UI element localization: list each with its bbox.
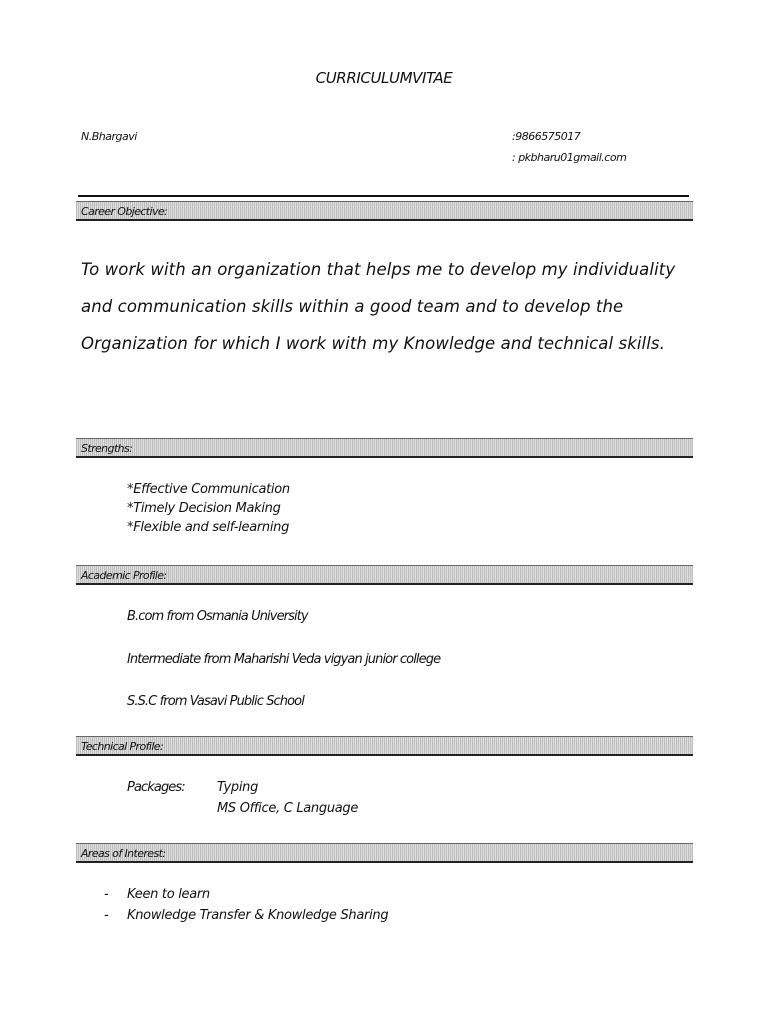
packages-label: Packages: (127, 780, 185, 795)
career-objective-heading: Career Objective: (81, 205, 168, 218)
phone-number: :9866575017 (512, 130, 581, 143)
email-address: : pkbharu01gmail.com (512, 151, 627, 164)
document-title: CURRICULUMVITAE (315, 69, 453, 87)
header-divider (78, 195, 689, 197)
career-objective-header (76, 201, 693, 221)
interest-item: Keen to learn (127, 887, 210, 902)
academic-item: Intermediate from Maharishi Veda vigyan junior college (127, 652, 441, 667)
areas-of-interest-header (76, 843, 693, 863)
technical-profile-heading: Technical Profile: (81, 740, 164, 753)
career-objective-text: To work with an organization that helps me to develop my individuality and communication skills within a good team and to develop the Organization for which I work with my Knowledge and technical skills. (81, 260, 676, 353)
strengths-header (76, 438, 693, 458)
dash-bullet: - (104, 887, 109, 902)
academic-profile-heading: Academic Profile: (81, 569, 167, 582)
academic-item: B.com from Osmania University (127, 609, 308, 624)
package-item: Typing (217, 780, 259, 795)
areas-of-interest-heading: Areas of Interest: (81, 847, 166, 860)
dash-bullet: - (104, 908, 109, 923)
strength-item: *Flexible and self-learning (127, 520, 290, 535)
interest-item: Knowledge Transfer & Knowledge Sharing (127, 908, 389, 923)
strengths-heading: Strengths: (81, 442, 133, 455)
technical-profile-header (76, 736, 693, 756)
academic-item: S.S.C from Vasavi Public School (127, 694, 304, 709)
candidate-name: N.Bhargavi (81, 130, 137, 143)
package-item: MS Office, C Language (217, 801, 359, 816)
strength-item: *Timely Decision Making (127, 501, 281, 516)
academic-profile-header (76, 565, 693, 585)
strength-item: *Effective Communication (127, 482, 290, 497)
